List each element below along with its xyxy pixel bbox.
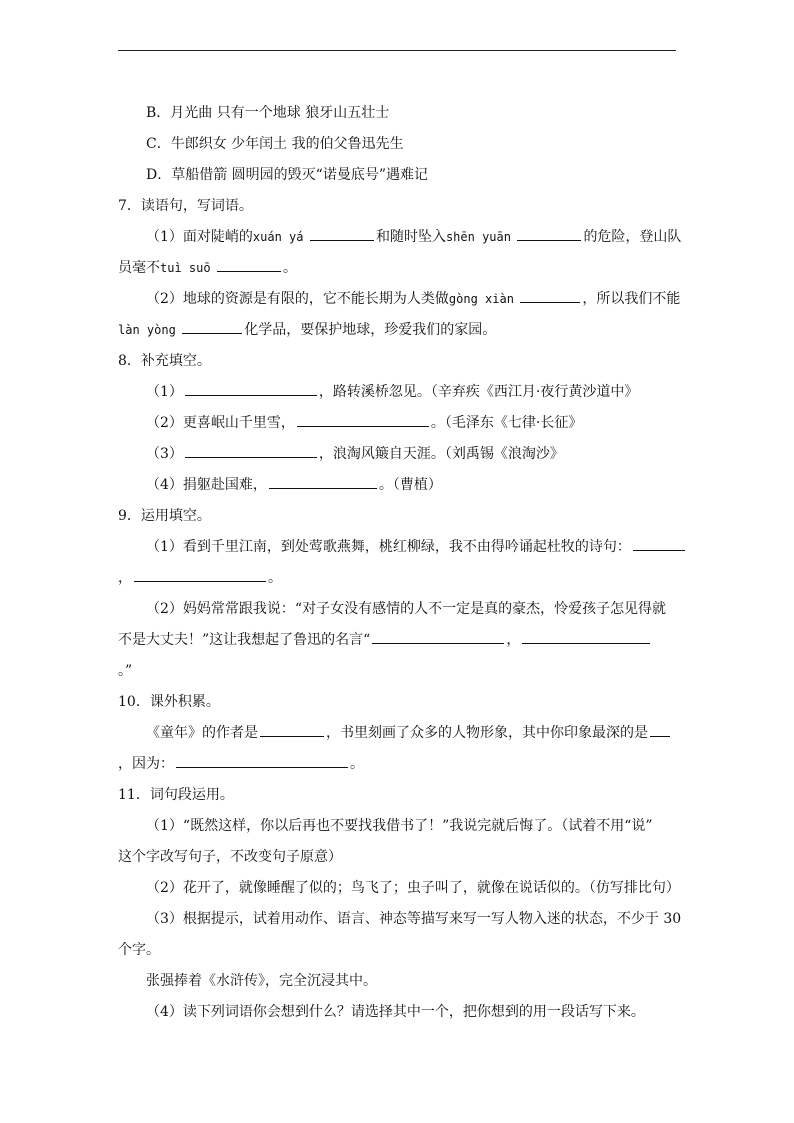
q7-p2-text-a: （2）地球的资源是有限的，它不能长期为人类做 [146, 291, 449, 307]
q9-p1-blank-2[interactable] [134, 569, 266, 582]
q9-p2-blank-1[interactable] [372, 631, 504, 644]
q8-item-2-blank[interactable] [297, 414, 429, 427]
q7-part2-line2 [118, 321, 496, 339]
q10-blank-character[interactable] [650, 724, 670, 737]
q7-p1-blank-1[interactable] [310, 228, 374, 241]
q9-p2-blank-2[interactable] [522, 631, 650, 644]
q9-part2-line3: 。” [118, 663, 133, 679]
q7-part1-line1 [146, 228, 681, 246]
option-c: C．牛郎织女 少年闰土 我的伯父鲁迅先生 [146, 136, 404, 152]
q9-p1-end: 。 [268, 570, 282, 586]
q9-part1-line2 [118, 569, 282, 587]
q7-p1-pinyin-3: tuì suō [160, 261, 211, 275]
q7-p2-blank-1[interactable] [520, 290, 580, 303]
q8-item-1 [146, 383, 638, 401]
q10-blank-reason[interactable] [176, 755, 348, 768]
q7-p1-pinyin-1: xuán yá [252, 230, 304, 244]
q10-line2 [118, 755, 364, 773]
option-b: B．月光曲 只有一个地球 狼牙山五壮士 [146, 105, 390, 121]
q7-part1-line2 [118, 259, 297, 277]
q11-part4: （4）读下列词语你会想到什么？请选择其中一个，把你想到的用一段话写下来。 [146, 1004, 645, 1020]
q8-item-1-prefix: （1） [146, 384, 183, 400]
q9-p2-text-b: 不是大丈夫！”这让我想起了鲁迅的名言“ [118, 632, 371, 648]
header-rule [118, 50, 676, 51]
q8-item-2 [146, 414, 582, 432]
q8-item-3-prefix: （3） [146, 446, 183, 462]
q7-p1-pinyin-2: shēn yuān [445, 230, 511, 244]
q11-part2: （2）花开了，就像睡醒了似的；鸟飞了；虫子叫了，就像在说话似的。（仿写排比句） [146, 880, 680, 896]
q9-title: 9．运用填空。 [118, 508, 211, 524]
q8-item-3 [146, 445, 564, 463]
q7-title: 7．读语句，写词语。 [118, 198, 253, 214]
q8-item-3-text: ，浪淘风簸自天涯。（刘禹锡《浪淘沙》 [318, 446, 564, 462]
q9-part1-line1 [146, 538, 687, 556]
q7-p2-pinyin-2: làn yòng [118, 323, 176, 337]
q7-p1-text-a: （1）面对陡峭的 [146, 229, 253, 245]
q10-text-b: ，书里刻画了众多的人物形象，其中你印象最深的是 [326, 725, 648, 741]
q10-text-a: 《童年》的作者是 [146, 725, 258, 741]
q9-p1-blank-1[interactable] [633, 538, 685, 551]
q10-line1 [146, 724, 672, 742]
q8-item-2-text: 。（毛泽东《七律·长征》 [430, 415, 583, 431]
q9-part2-line2 [118, 631, 652, 649]
q8-item-3-blank[interactable] [185, 445, 317, 458]
q10-title: 10．课外积累。 [118, 694, 220, 710]
q11-part3-line2: 个字。 [118, 942, 160, 958]
q11-part3-prompt: 张强捧着《水浒传》，完全沉浸其中。 [146, 973, 377, 989]
q8-item-1-blank[interactable] [185, 383, 317, 396]
q9-p2-comma: ， [506, 632, 521, 648]
q9-part2-line1: （2）妈妈常常跟我说：“对子女没有感情的人不一定是真的豪杰，怜爱孩子怎见得就 [146, 601, 667, 617]
q7-p2-pinyin-1: gòng xiàn [448, 292, 514, 306]
q7-p2-text-c: 化学品，要保护地球，珍爱我们的家园。 [244, 322, 497, 338]
q7-p1-text-d: 员毫不 [118, 260, 160, 276]
q8-title: 8．补充填空。 [118, 353, 211, 369]
q11-title: 11．词句段运用。 [118, 787, 234, 803]
q11-part1-line1: （1）“既然这样，你以后再也不要找我借书了！”我说完就后悔了。（试着不用“说” [146, 818, 653, 834]
q8-item-4-prefix: （4）捐躯赴国难， [146, 477, 267, 493]
q7-p1-text-c: 的危险，登山队 [583, 229, 682, 245]
q9-p1-text-a: （1）看到千里江南，到处莺歌燕舞，桃红柳绿，我不由得吟诵起杜牧的诗句： [146, 539, 631, 555]
q11-part3-line1: （3）根据提示，试着用动作、语言、神态等描写来写一写人物入迷的状态，不少于 30 [146, 911, 682, 927]
q7-p1-text-e: 。 [283, 260, 298, 276]
q10-blank-author[interactable] [260, 724, 324, 737]
q10-text-d: 。 [350, 756, 364, 772]
q8-item-4 [146, 476, 442, 494]
q7-p1-text-b: 和随时坠入 [375, 229, 446, 245]
q9-p1-comma: ， [118, 570, 132, 586]
q10-text-c: ，因为： [118, 756, 174, 772]
q8-item-4-text: 。（曹植） [378, 477, 442, 493]
q8-item-1-text: ，路转溪桥忽见。（辛弃疾《西江月·夜行黄沙道中》 [318, 384, 639, 400]
q7-part2-line1 [146, 290, 680, 308]
q7-p2-blank-2[interactable] [182, 321, 242, 334]
option-d: D．草船借箭 圆明园的毁灭“诺曼底号”遇难记 [146, 167, 428, 183]
q7-p1-blank-2[interactable] [517, 228, 581, 241]
q7-p1-blank-3[interactable] [217, 259, 281, 272]
q8-item-4-blank[interactable] [269, 476, 377, 489]
q7-p2-text-b: ，所以我们不能 [582, 291, 681, 307]
q8-item-2-prefix: （2）更喜岷山千里雪， [146, 415, 295, 431]
q11-part1-line2: 这个字改写句子，不改变句子原意） [118, 849, 342, 865]
